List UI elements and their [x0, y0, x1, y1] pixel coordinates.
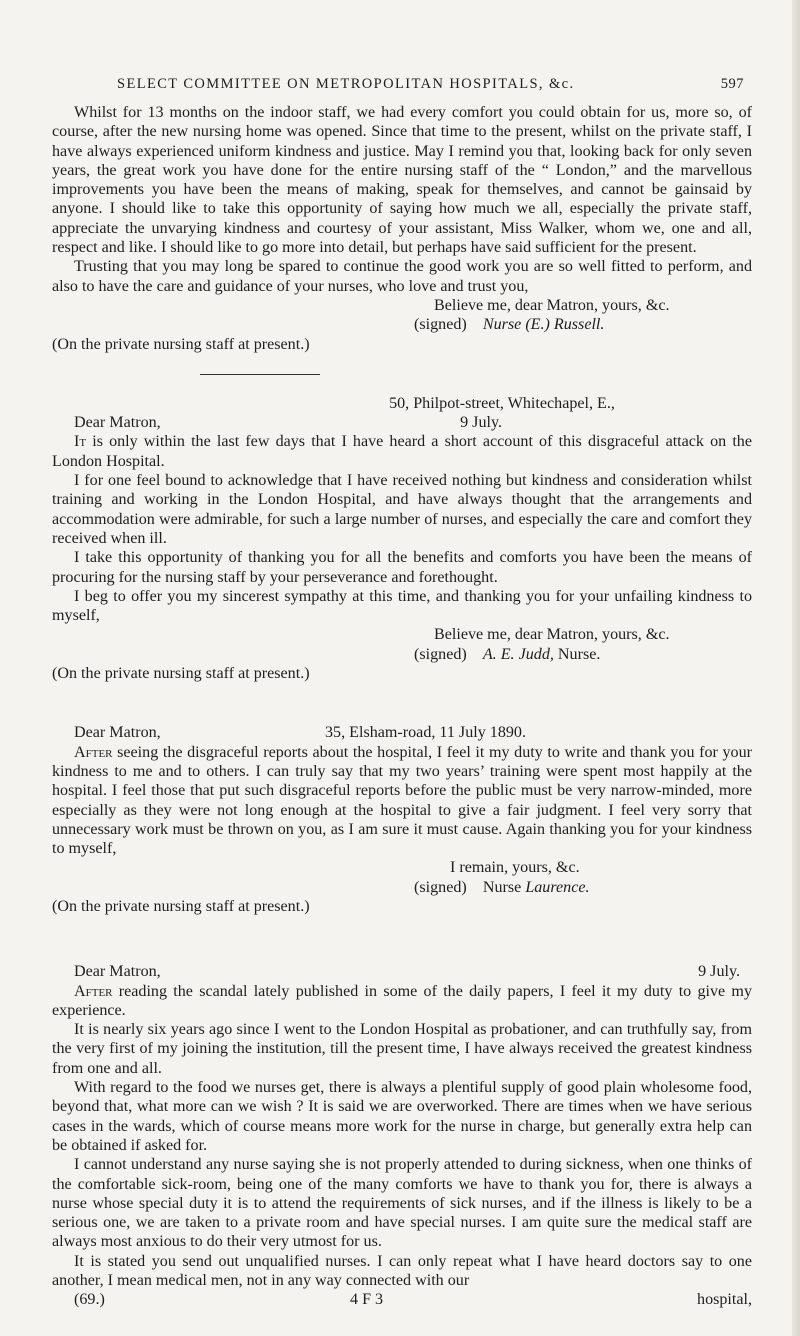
running-title: SELECT COMMITTEE ON METROPOLITAN HOSPITALS, &c.: [117, 76, 575, 92]
letter-paragraph: After seeing the disgraceful reports about the hospital, I feel it my duty to write and thank you for your kindness to me and to others. I can truly say that my two years’ training were spent most happily at the hospital. I feel those that put such disgraceful reports before the public must be very narrow-minded, more especially as they were not long enough at the hospital to give a fair judgment. I feel very sorry that unnecessary work must be thrown on you, as I am sure it must cause. Again thanking you for your kindness to myself,: [52, 743, 752, 858]
page-body: [52, 103, 752, 1310]
letter-paragraph: It is only within the last few days that I have heard a short account of this disgraceful attack on the London Hospital.: [52, 433, 752, 470]
letter-closing: Believe me, dear Matron, yours, &c.: [434, 296, 670, 314]
letter-header: [52, 723, 752, 742]
signed-label: (signed): [414, 316, 467, 334]
letter-signature: (signed) A. E. Judd, Nurse.: [414, 645, 601, 663]
letter-experience: [52, 962, 752, 1309]
letter-date: 9 July.: [698, 963, 740, 981]
letter-paragraph: With regard to the food we nurses get, there is always a plentiful supply of good plain wholesome food, beyond that, what more can we wish ? It is said we are overworked. There are times when we have serious cases in the wards, which of course means more work for the nurse in charge, but generally extra help can be obtained if asked for.: [52, 1079, 752, 1154]
section-divider: [200, 374, 320, 375]
letter-closing: Believe me, dear Matron, yours, &c.: [434, 626, 670, 644]
page-number: 597: [720, 76, 744, 92]
running-header: [52, 76, 748, 96]
letter-paragraph: I take this opportunity of thanking you for all the benefits and comforts you have been the means of procuring for the nursing staff by your perseverance and forethought.: [52, 549, 752, 586]
section-spacer: [52, 916, 752, 962]
letter-russell: [52, 103, 752, 354]
letter-paragraph: I cannot understand any nurse saying she is not properly attended to during sickness, when one thinks of the comfortable sick-room, being one of the many comforts we have to thank you for, there is always a nurse whose special duty it is to attend the requirements of sick nurses, and if the illness is likely to be a serious one, we are taken to a private room and have special nurses. I am quite sure the medical staff are always most anxious to do their very utmost for us.: [52, 1156, 752, 1251]
letter-closing: I remain, yours, &c.: [450, 859, 580, 877]
sender-address: 50, Philpot-street, Whitechapel, E.,: [389, 394, 615, 412]
letter-header: [52, 413, 752, 432]
letter-laurence: [52, 723, 752, 916]
first-word: It: [74, 433, 87, 451]
letter-paragraph: I beg to offer you my sincerest sympathy at this time, and thanking you for your unfailing kindness to myself,: [52, 587, 752, 625]
section-spacer: [52, 683, 752, 723]
signed-label: (signed): [414, 878, 467, 896]
letter-date: 35, Elsham-road, 11 July 1890.: [325, 724, 526, 742]
letter-header: [52, 962, 752, 981]
signed-label: (signed): [414, 645, 467, 663]
letter-judd: [52, 394, 752, 683]
letter-paragraph: Whilst for 13 months on the indoor staff, we had every comfort you could obtain for us, more so, of course, after the new nursing home was opened. Since that time to the present, whilst on the private staff, I have always experienced uniform kindness and justice. May I remind you that, looking back for only seven years, the great work you have done for the entire nursing staff of the “ London,” and the marvellous improvements you have been the means of making, speak for themselves, and cannot be gainsaid by anyone. I should like to take this opportunity of saying how much we all, especially the private staff, appreciate the unvarying kindness and courtesy of your assistant, Miss Walker, whom we, one and all, respect and like. I should like to go more into detail, but perhaps have said sufficient for the present.: [52, 104, 752, 257]
first-word: After: [74, 743, 113, 761]
signature-name: A. E. Judd,: [482, 645, 554, 663]
letter-paragraph: I for one feel bound to acknowledge that I have received nothing but kindness and consideration whilst training and working in the London Hospital, and have always thought that the arrangements and accommodation were admirable, for such a large number of nurses, and especially the care and comfort they received when ill.: [52, 472, 752, 547]
salutation: Dear Matron,: [74, 963, 161, 981]
letter-paragraph: Trusting that you may long be spared to continue the good work you are so well fitted to perform, and also to have the care and guidance of your nurses, who love and trust you,: [52, 258, 752, 295]
letter-signature: (signed) Nurse Laurence.: [414, 878, 590, 896]
first-word: After: [74, 982, 113, 1000]
sessional-reference: (69.): [74, 1291, 105, 1309]
page-edge-shadow: [792, 0, 800, 1336]
signature-mark: 4 F 3: [350, 1291, 384, 1309]
staff-note: (On the private nursing staff at present.): [52, 665, 310, 683]
letter-paragraph: After reading the scandal lately published in some of the daily papers, I feel it my duty to give my experience.: [52, 982, 752, 1019]
signature-name: Laurence.: [525, 878, 590, 896]
letter-paragraph: It is stated you send out unqualified nurses. I can only repeat what I have heard doctors say to one another, I mean medical men, not in any way connected with our: [52, 1252, 752, 1290]
salutation: Dear Matron,: [74, 414, 161, 432]
signature-name: Nurse (E.) Russell.: [482, 316, 605, 334]
catchword: hospital,: [697, 1291, 752, 1309]
letter-signature: [52, 315, 752, 334]
page-footer: [52, 1290, 752, 1309]
letter-date: 9 July.: [460, 414, 502, 432]
letter-paragraph: It is nearly six years ago since I went to the London Hospital as probationer, and can truthfully say, from the very first of my joining the institution, till the present time, I have always received the greatest kindness from one and all.: [52, 1021, 752, 1077]
salutation: Dear Matron,: [74, 724, 161, 742]
staff-note: (On the private nursing staff at present.): [52, 335, 310, 353]
staff-note: (On the private nursing staff at present.): [52, 897, 310, 915]
